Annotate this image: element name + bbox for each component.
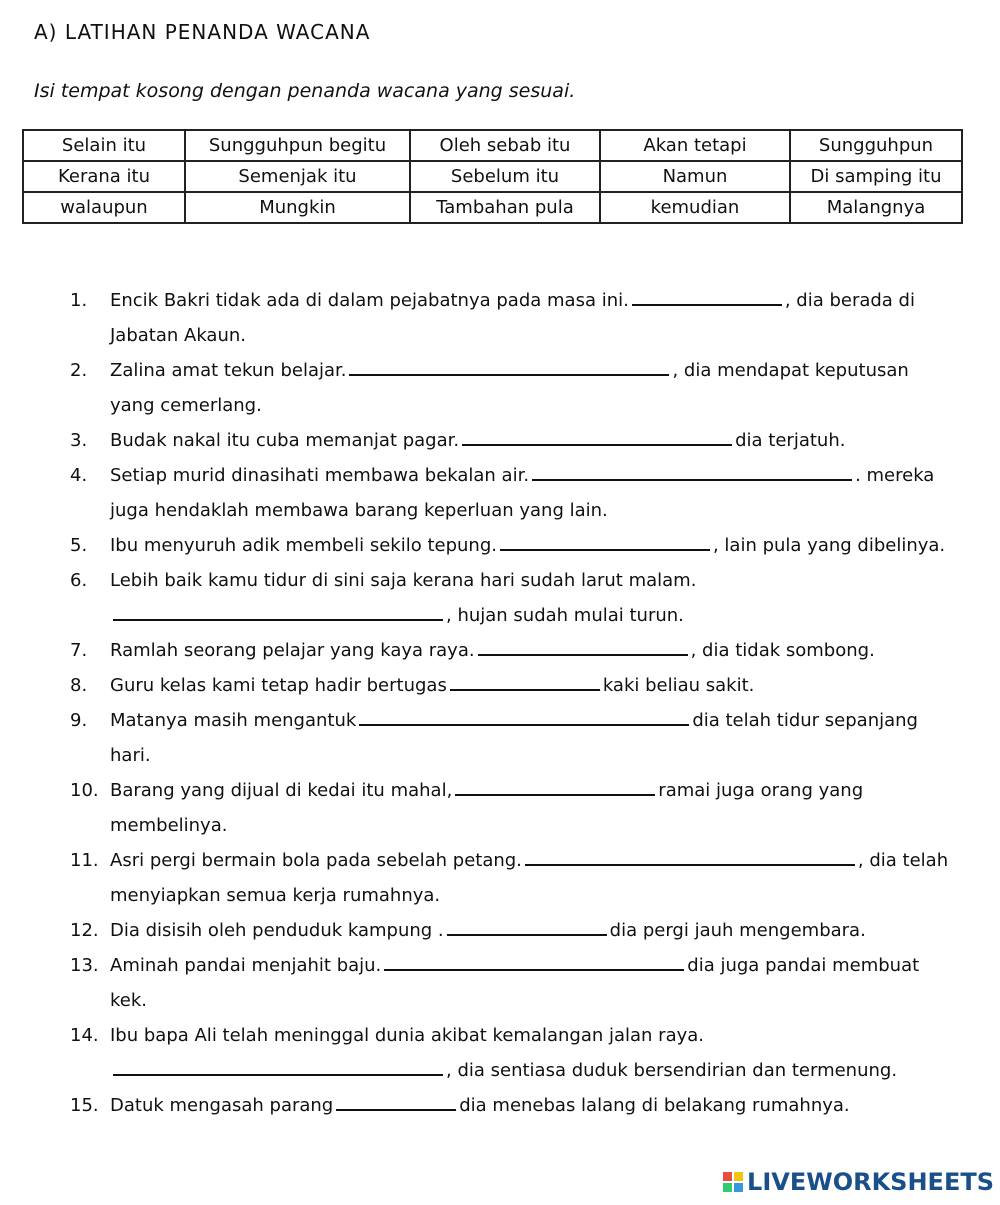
answer-blank[interactable] [632, 284, 782, 306]
question-number: 10. [70, 780, 99, 801]
question-text: Aminah pandai menjahit baju. [110, 955, 382, 976]
question-item [70, 668, 950, 703]
question-item [70, 1018, 950, 1088]
question-text: Zalina amat tekun belajar. [110, 360, 347, 381]
answer-blank[interactable] [478, 634, 688, 656]
question-item [70, 633, 950, 668]
question-number: 8. [70, 675, 88, 696]
question-item [70, 458, 950, 528]
answer-blank[interactable] [525, 844, 855, 866]
answer-blank[interactable] [450, 669, 600, 691]
question-text: Setiap murid dinasihati membawa bekalan air. [110, 465, 530, 486]
question-text: Encik Bakri tidak ada di dalam pejabatnya pada masa ini. [110, 290, 629, 311]
question-text: Ramlah seorang pelajar yang kaya raya. [110, 640, 475, 661]
word-bank-cell: Kerana itu [23, 161, 185, 192]
question-item [70, 913, 950, 948]
question-text: Budak nakal itu cuba memanjat pagar. [110, 430, 460, 451]
word-bank-cell: Malangnya [790, 192, 962, 223]
word-bank-cell: Semenjak itu [185, 161, 410, 192]
liveworksheets-logo-text: LIVEWORKSHEETS [747, 1168, 994, 1196]
word-bank-cell: walaupun [23, 192, 185, 223]
question-text: dia pergi jauh mengembara. [609, 920, 866, 941]
question-text: , dia sentiasa duduk bersendirian dan termenung. [446, 1060, 898, 1081]
instruction-text: Isi tempat kosong dengan penanda wacana yang sesuai. [34, 80, 576, 102]
question-number: 5. [70, 535, 88, 556]
word-bank-cell: Sebelum itu [410, 161, 600, 192]
question-text: dia menebas lalang di belakang rumahnya. [459, 1095, 850, 1116]
question-text: Barang yang dijual di kedai itu mahal, [110, 780, 453, 801]
question-number: 4. [70, 465, 88, 486]
word-bank-cell: Namun [600, 161, 790, 192]
word-bank-row [23, 161, 962, 192]
question-number: 3. [70, 430, 88, 451]
question-number: 7. [70, 640, 88, 661]
word-bank-cell: Selain itu [23, 130, 185, 161]
question-number: 13. [70, 955, 99, 976]
question-number: 6. [70, 570, 88, 591]
question-item [70, 1088, 950, 1123]
liveworksheets-logo-icon [723, 1172, 743, 1192]
question-item [70, 843, 950, 913]
question-text: , dia telah menyiapkan semua kerja rumahnya. [110, 850, 949, 906]
worksheet-heading: A) LATIHAN PENANDA WACANA [34, 20, 371, 44]
word-bank-cell: Mungkin [185, 192, 410, 223]
question-text: Dia disisih oleh penduduk kampung . [110, 920, 444, 941]
question-text: kaki beliau sakit. [602, 675, 755, 696]
question-text: , dia mendapat keputusan yang cemerlang. [110, 360, 909, 416]
question-item [70, 563, 950, 633]
logo-square-yellow [734, 1172, 743, 1181]
question-number: 14. [70, 1025, 99, 1046]
answer-blank[interactable] [349, 354, 669, 376]
question-list [70, 283, 950, 1123]
logo-square-blue [734, 1183, 743, 1192]
question-item [70, 283, 950, 353]
word-bank-cell: Akan tetapi [600, 130, 790, 161]
question-text: dia telah tidur sepanjang hari. [110, 710, 918, 766]
question-number: 12. [70, 920, 99, 941]
question-text: ramai juga orang yang membelinya. [110, 780, 864, 836]
logo-square-red [723, 1172, 732, 1181]
question-text: . mereka juga hendaklah membawa barang keperluan yang lain. [110, 465, 935, 521]
answer-blank[interactable] [336, 1089, 456, 1111]
question-text: , lain pula yang dibelinya. [712, 535, 946, 556]
question-number: 1. [70, 290, 88, 311]
question-text: Guru kelas kami tetap hadir bertugas [110, 675, 447, 696]
question-text: Ibu bapa Ali telah meninggal dunia akibat kemalangan jalan raya. [110, 1025, 705, 1046]
question-item [70, 773, 950, 843]
word-bank-cell: Tambahan pula [410, 192, 600, 223]
question-text: , dia berada di Jabatan Akaun. [110, 290, 915, 346]
answer-blank[interactable] [500, 529, 710, 551]
word-bank-row [23, 130, 962, 161]
question-text: Asri pergi bermain bola pada sebelah petang. [110, 850, 522, 871]
answer-blank[interactable] [359, 704, 689, 726]
logo-square-green [723, 1183, 732, 1192]
answer-blank[interactable] [113, 1054, 443, 1076]
answer-blank[interactable] [113, 599, 443, 621]
question-number: 15. [70, 1095, 99, 1116]
question-text: Matanya masih mengantuk [110, 710, 357, 731]
question-item [70, 423, 950, 458]
question-number: 9. [70, 710, 88, 731]
question-number: 11. [70, 850, 99, 871]
question-text: Datuk mengasah parang [110, 1095, 334, 1116]
answer-blank[interactable] [455, 774, 655, 796]
question-text: dia juga pandai membuat kek. [110, 955, 920, 1011]
word-bank-cell: Oleh sebab itu [410, 130, 600, 161]
word-bank-cell: Sungguhpun begitu [185, 130, 410, 161]
liveworksheets-logo [723, 1168, 994, 1196]
question-item [70, 948, 950, 1018]
answer-blank[interactable] [384, 949, 684, 971]
answer-blank[interactable] [532, 459, 852, 481]
question-item [70, 528, 950, 563]
question-text: Ibu menyuruh adik membeli sekilo tepung. [110, 535, 497, 556]
question-item [70, 353, 950, 423]
answer-blank[interactable] [462, 424, 732, 446]
word-bank-cell: Sungguhpun [790, 130, 962, 161]
word-bank-table [22, 129, 963, 224]
question-item [70, 703, 950, 773]
word-bank-row [23, 192, 962, 223]
question-number: 2. [70, 360, 88, 381]
question-text: dia terjatuh. [735, 430, 846, 451]
word-bank-cell: Di samping itu [790, 161, 962, 192]
question-text: , dia tidak sombong. [690, 640, 875, 661]
question-text: , hujan sudah mulai turun. [446, 605, 684, 626]
question-text: Lebih baik kamu tidur di sini saja kerana hari sudah larut malam. [110, 570, 697, 591]
word-bank-cell: kemudian [600, 192, 790, 223]
answer-blank[interactable] [447, 914, 607, 936]
